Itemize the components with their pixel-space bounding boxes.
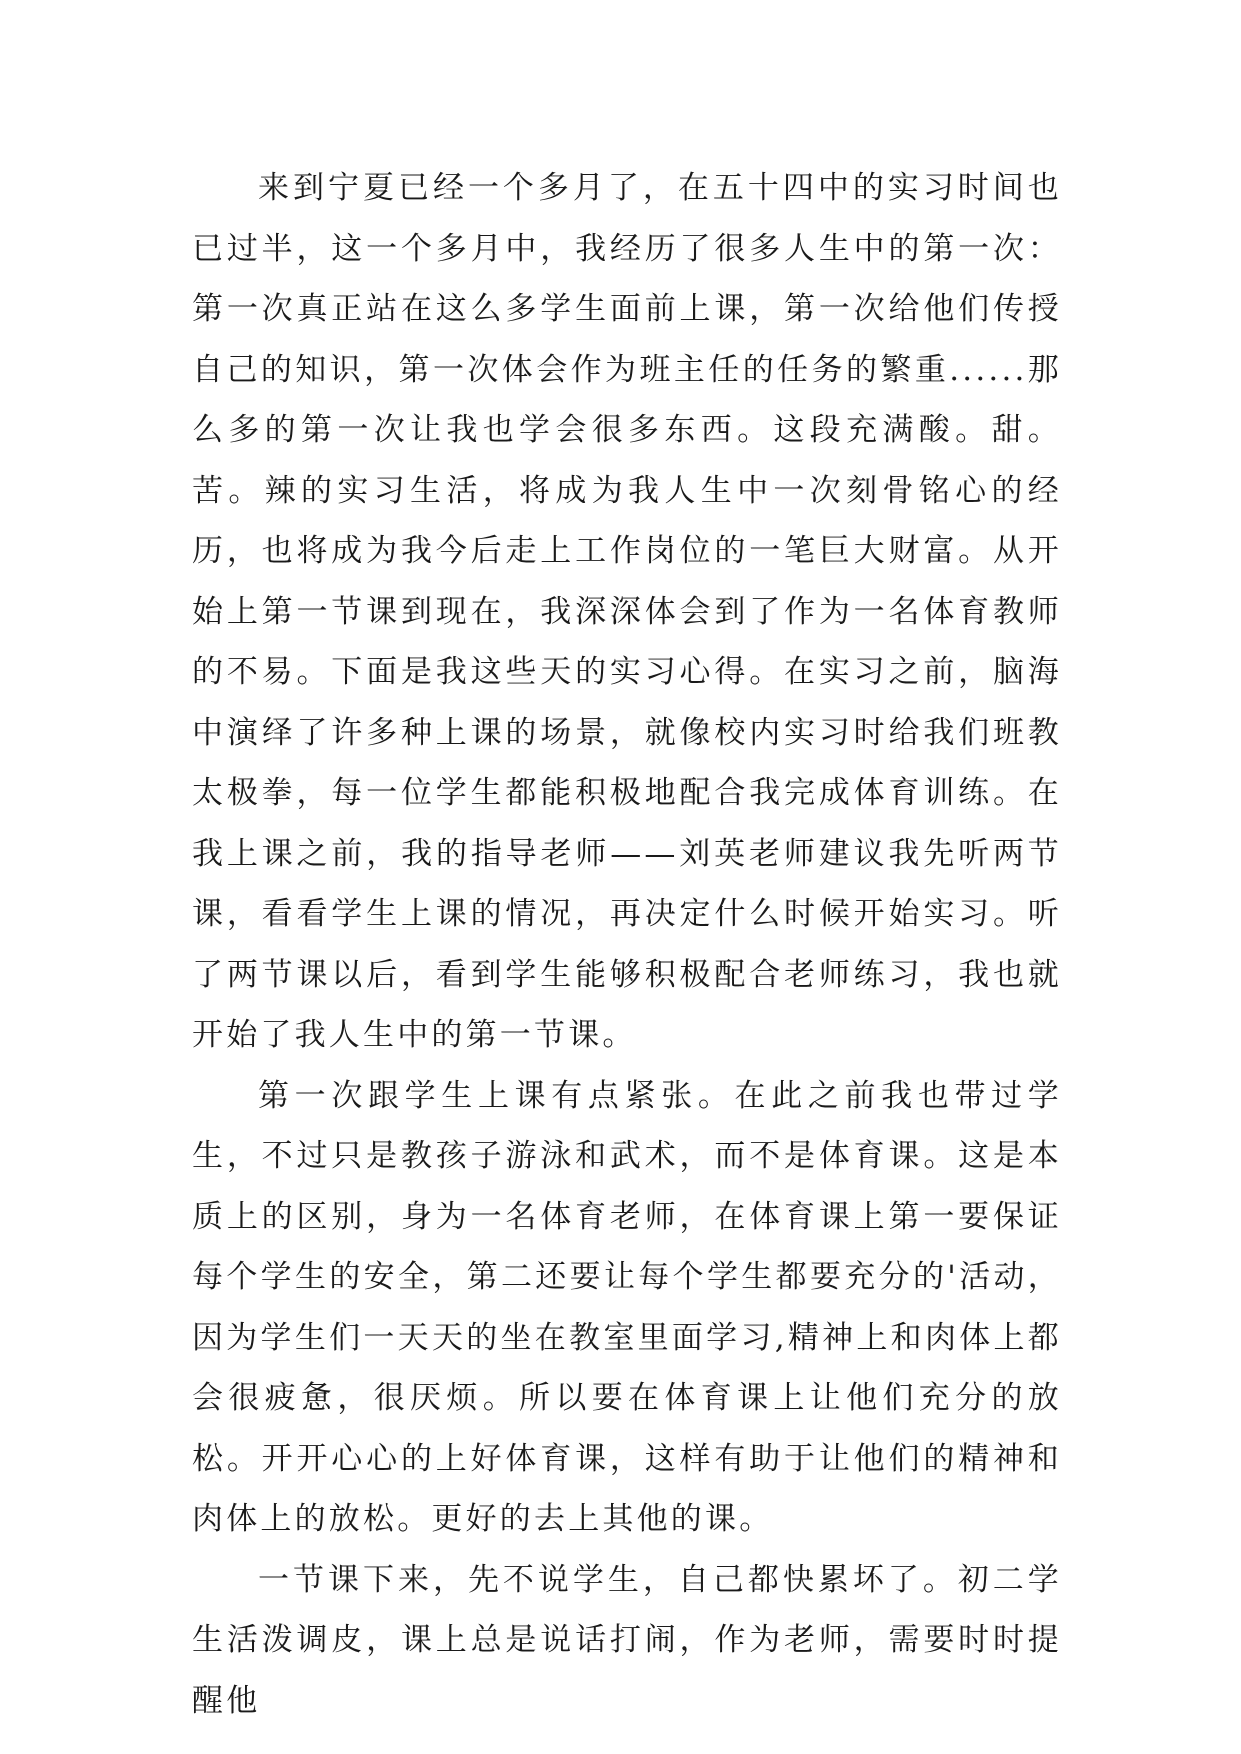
paragraph-2: 第一次跟学生上课有点紧张。在此之前我也带过学生，不过只是教孩子游泳和武术，而不是体育课。这是本质上的区别，身为一名体育老师，在体育课上第一要保证每个学生的安全，第二还要让每个学生都要充分的'活动，因为学生们一天天的坐在教室里面学习,精神上和肉体上都会很疲惫，很厌烦。所以要在体育课上让他们充分的放松。开开心心的上好体育课，这样有助于让他们的精神和肉体上的放松。更好的去上其他的课。 (192, 1077, 1062, 1537)
document-body (192, 158, 1062, 1731)
paragraph-3: 一节课下来，先不说学生，自己都快累坏了。初二学生活泼调皮，课上总是说话打闹，作为老师，需要时时提醒他 (192, 1561, 1062, 1719)
paragraph-1: 来到宁夏已经一个多月了，在五十四中的实习时间也已过半，这一个多月中，我经历了很多人生中的第一次：第一次真正站在这么多学生面前上课，第一次给他们传授自己的知识，第一次体会作为班主任的任务的繁重......那么多的第一次让我也学会很多东西。这段充满酸。甜。苦。辣的实习生活，将成为我人生中一次刻骨铭心的经历，也将成为我今后走上工作岗位的一笔巨大财富。从开始上第一节课到现在，我深深体会到了作为一名体育教师的不易。下面是我这些天的实习心得。在实习之前，脑海中演绎了许多种上课的场景，就像校内实习时给我们班教太极拳，每一位学生都能积极地配合我完成体育训练。在我上课之前，我的指导老师——刘英老师建议我先听两节课，看看学生上课的情况，再决定什么时候开始实习。听了两节课以后，看到学生能够积极配合老师练习，我也就开始了我人生中的第一节课。 (192, 170, 1062, 1053)
